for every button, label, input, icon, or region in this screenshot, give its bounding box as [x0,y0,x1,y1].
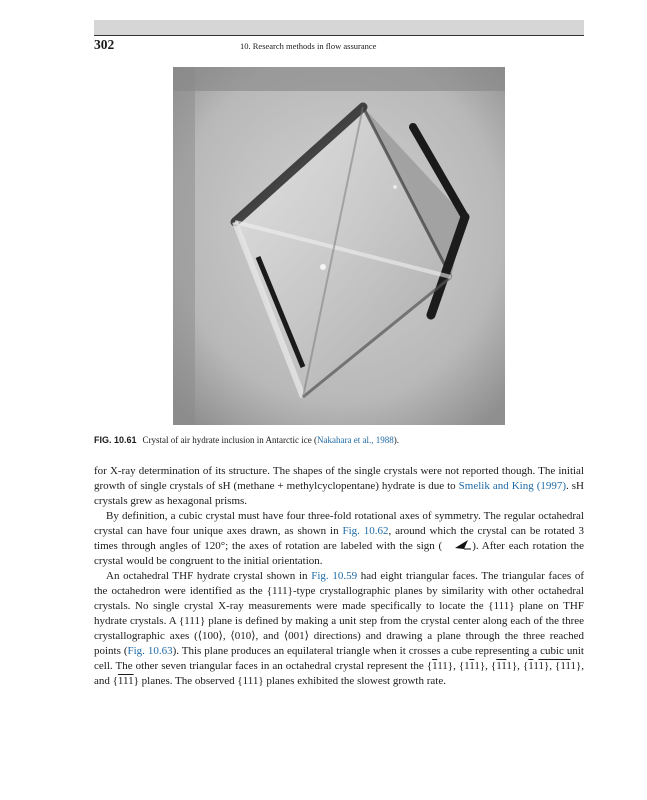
caption-end: ). [393,435,399,445]
miller-index-bar: 11 [496,659,507,672]
miller-index-bar: 11 [560,659,571,672]
page-number: 302 [94,37,115,52]
crystal-photo [173,67,505,425]
caption-citation-link[interactable]: Nakahara et al., 1988 [316,435,394,445]
rotation-axis-sign-icon [442,539,472,555]
fig-10-62-link[interactable]: Fig. 10.62 [342,524,389,537]
miller-index: 1}, { [506,659,529,672]
miller-index: 1}, and { [94,659,585,687]
paragraph-3 [94,569,584,688]
miller-index-bar: 1 [432,659,438,672]
miller-index-bar: 111 [117,674,134,687]
running-head: 10. Research methods in flow assurance [240,41,377,51]
header-rule [94,35,584,36]
paragraph-2-text: By definition, a cubic crystal must have four three-fold rotational axes of symmetry. The regular octahedral crystal can have four unique axes drawn, as shown in [94,509,584,537]
paragraph-1-text-end: . sH crystals grew as hexagonal prisms. [94,479,585,507]
miller-index: 1}, { [474,659,497,672]
paragraph-3-text-planes: ). This plane produces an equilateral triangle when it crosses a cube representing a cubic unit cell. The other seven triangular faces in an octahedral crystal represent the { [94,644,584,672]
fig-10-59-link[interactable]: Fig. 10.59 [311,570,358,583]
paragraph-3-text-mid: had eight triangular faces. The triangular faces of the octahedron were identified as the {111}-type crystallographic planes by similarity with other octahedral crystals. No single crystal X-ray measurements were made specifically to locate the {111} plane on THF hydrate crystals. A {111} plane is defined by making a unit step from the crystal center along each of the three crystallographic axes (⟨100⟩, ⟨010⟩, and ⟨001⟩ directions) and drawing a plane through the three reached points ( [94,570,584,657]
figure-caption [94,435,399,445]
body-text [94,464,584,689]
miller-index: 11}, {1 [437,659,470,672]
miller-index-bar: 1 [469,659,475,672]
miller-index: 1 [533,659,539,672]
paragraph-3-text: An octahedral THF hydrate crystal shown in [106,570,312,583]
miller-index-bar: 1 [528,659,534,672]
paragraph-3-text-end: } planes. The observed {111} planes exhibited the slowest growth rate. [133,674,446,687]
header-bar [94,20,584,35]
crystal-photo-graphic [173,67,505,425]
paragraph-2 [94,509,584,570]
paragraph-1-text: for X-ray determination of its structure. The shapes of the single crystals were not reported though. The initial growth of single crystals of sH (methane + methylcyclopentane) hydrate is due to [94,465,584,492]
figure-label: FIG. 10.61 [94,435,137,445]
miller-index-bar: 1}, { [538,659,561,672]
paragraph-1 [94,464,584,509]
caption-text: Crystal of air hydrate inclusion in Antarctic ice ( [142,435,317,445]
paragraph-2-text-mid: , around which the crystal can be rotated 3 times through angles of 120°; the axes of rotation are labeled with the sign ( [94,524,585,552]
fig-10-63-link[interactable]: Fig. 10.63 [127,644,173,657]
smelik-king-citation-link[interactable]: Smelik and King (1997) [458,479,567,492]
paragraph-2-text-end: ). After each rotation the crystal would be congruent to the initial orientation. [94,539,584,568]
